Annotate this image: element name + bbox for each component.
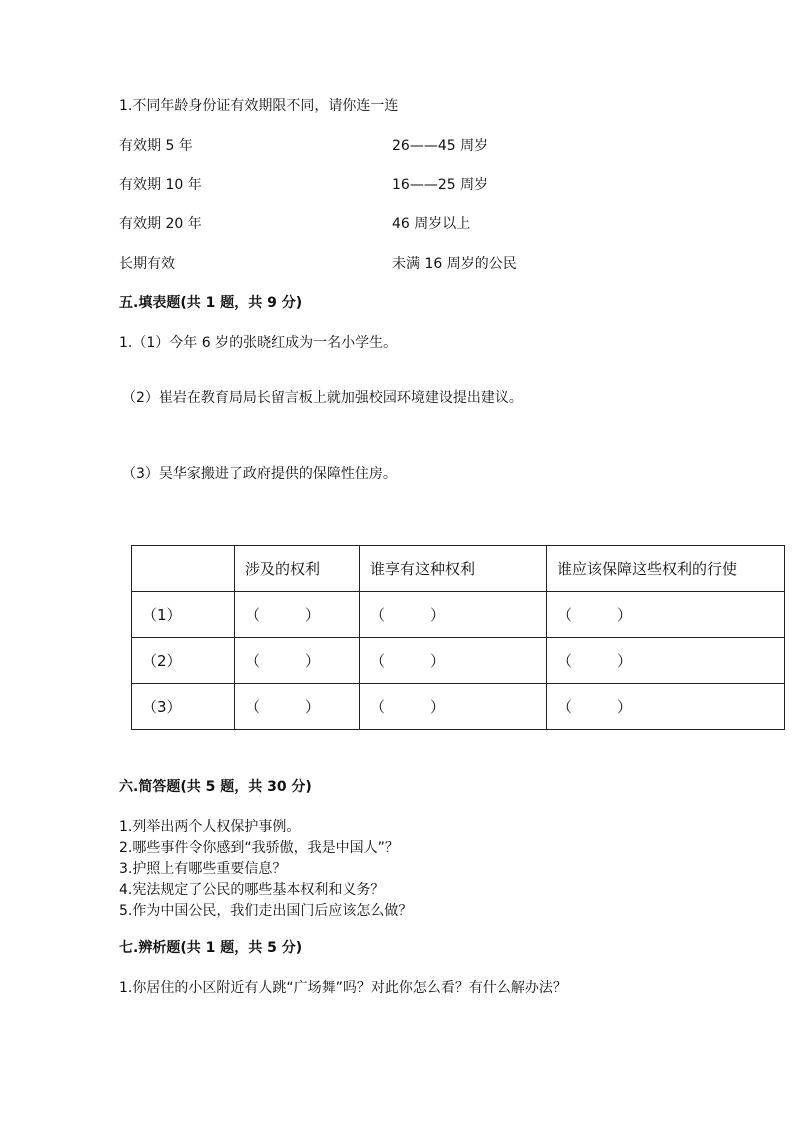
match-question: 1.不同年龄身份证有效期限不同，请你连一连 xyxy=(119,98,399,114)
section-heading: 五.填表题(共 1 题，共 9 分) xyxy=(119,295,303,311)
list-item: 1.列举出两个人权保护事例。 xyxy=(119,819,301,835)
answer-blank[interactable]: （ ） xyxy=(360,638,547,684)
table-header-cell: 谁应该保障这些权利的行使 xyxy=(547,546,785,592)
section-heading: 七.辨析题(共 1 题，共 5 分) xyxy=(119,940,303,956)
answer-blank[interactable]: （ ） xyxy=(235,684,360,730)
answer-blank[interactable]: （ ） xyxy=(547,592,785,638)
answer-blank[interactable]: （ ） xyxy=(360,684,547,730)
match-left-item: 有效期 10 年 xyxy=(119,177,202,193)
fill-item: 1.（1）今年 6 岁的张晓红成为一名小学生。 xyxy=(119,335,398,351)
list-item: 5.作为中国公民，我们走出国门后应该怎么做？ xyxy=(119,903,413,919)
table-header-cell: 谁享有这种权利 xyxy=(360,546,547,592)
match-right-item: 46 周岁以上 xyxy=(392,216,471,232)
section-heading: 六.简答题(共 5 题，共 30 分) xyxy=(119,779,312,795)
list-item: 2.哪些事件令你感到“我骄傲，我是中国人”？ xyxy=(119,840,399,856)
short-answer-list xyxy=(119,817,412,922)
table-cell: （1） xyxy=(132,592,235,638)
table-row xyxy=(132,638,785,684)
fill-item: （2）崔岩在教育局局长留言板上就加强校园环境建设提出建议。 xyxy=(122,390,523,406)
answer-blank[interactable]: （ ） xyxy=(547,684,785,730)
answer-blank[interactable]: （ ） xyxy=(360,592,547,638)
fill-item: （3）吴华家搬进了政府提供的保障性住房。 xyxy=(122,466,397,482)
table-cell: （3） xyxy=(132,684,235,730)
match-left-item: 有效期 5 年 xyxy=(119,138,193,154)
table-header-cell: 涉及的权利 xyxy=(235,546,360,592)
table-cell: （2） xyxy=(132,638,235,684)
rights-table xyxy=(131,545,785,730)
table-row xyxy=(132,684,785,730)
list-item: 4.宪法规定了公民的哪些基本权利和义务？ xyxy=(119,882,385,898)
match-right-item: 未满 16 周岁的公民 xyxy=(392,256,517,272)
list-item: 3.护照上有哪些重要信息？ xyxy=(119,861,287,877)
table-row xyxy=(132,592,785,638)
table-header-row xyxy=(132,546,785,592)
answer-blank[interactable]: （ ） xyxy=(235,638,360,684)
match-left-item: 有效期 20 年 xyxy=(119,216,202,232)
match-right-item: 26——45 周岁 xyxy=(392,138,489,154)
match-right-item: 16——25 周岁 xyxy=(392,177,489,193)
analysis-question: 1.你居住的小区附近有人跳“广场舞”吗？对此你怎么看？有什么解办法？ xyxy=(119,980,567,996)
match-left-item: 长期有效 xyxy=(119,256,175,272)
answer-blank[interactable]: （ ） xyxy=(547,638,785,684)
table-header-cell xyxy=(132,546,235,592)
answer-blank[interactable]: （ ） xyxy=(235,592,360,638)
